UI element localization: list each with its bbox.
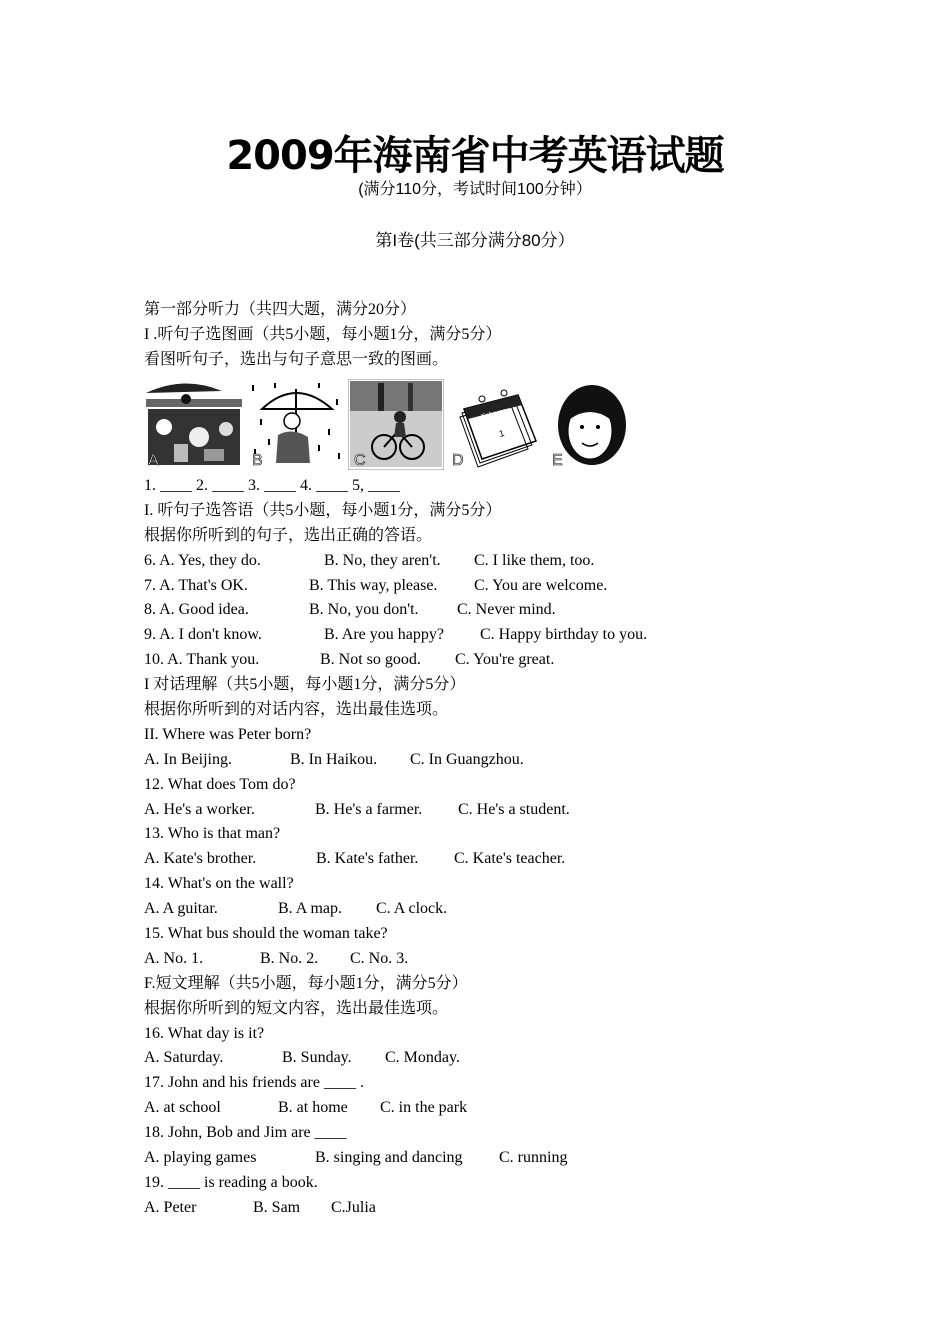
option-c: C. Kate's teacher. <box>454 850 566 868</box>
option-c: C. Monday. <box>385 1049 460 1067</box>
question-19: 19. ____ is reading a book. <box>144 1173 318 1191</box>
options-18 <box>144 1146 844 1171</box>
option-a: A. at school <box>144 1099 221 1117</box>
picture-d <box>448 379 544 470</box>
picture-label-e: E <box>552 452 563 469</box>
options-15 <box>144 947 844 972</box>
part-heading: 第一部分听力（共四大题，满分20分） <box>144 301 417 318</box>
option-b: B. He's a farmer. <box>315 800 423 818</box>
section-instruction: 看图听句子，选出与句子意思一致的图画。 <box>144 350 449 368</box>
options-12 <box>144 798 844 823</box>
section4-instruction: 根据你所听到的短文内容，选出最佳选项。 <box>144 999 449 1017</box>
option-c: C. I like them, too. <box>474 551 595 569</box>
option-b: B. A map. <box>278 900 343 918</box>
question-18: 18. John, Bob and Jim are ____ <box>144 1124 347 1142</box>
option-a: A. Kate's brother. <box>144 850 257 868</box>
option-c: C. Never mind. <box>457 601 556 619</box>
option-a: A. In Beijing. <box>144 750 232 768</box>
question-17: 17. John and his friends are ____ . <box>144 1074 364 1092</box>
option-a: 6. A. Yes, they do. <box>144 551 261 569</box>
picture-label-c: C <box>354 452 366 469</box>
calendar-month: February <box>480 406 510 421</box>
volume-heading: 第I卷(共三部分满分80分） <box>375 231 575 250</box>
question-10 <box>144 648 844 673</box>
question-14: 14. What's on the wall? <box>144 875 294 893</box>
picture-label-d: D <box>452 452 464 469</box>
option-c: C. A clock. <box>376 900 448 918</box>
option-c: C. running <box>499 1149 568 1167</box>
question-7 <box>144 574 844 599</box>
option-b: B. No, you don't. <box>309 601 419 619</box>
section3-heading: I 对话理解（共5小题，每小题1分，满分5分） <box>144 676 466 694</box>
picture-e <box>548 379 632 470</box>
option-c: C. Happy birthday to you. <box>480 626 648 644</box>
intro-block <box>144 298 844 373</box>
option-a: A. Peter <box>144 1198 197 1216</box>
questions-block <box>144 474 844 1221</box>
question-12: 12. What does Tom do? <box>144 775 296 793</box>
picture-strip <box>144 379 632 470</box>
option-a: A. No. 1. <box>144 949 204 967</box>
picture-b <box>248 379 344 470</box>
question-16: 16. What day is it? <box>144 1024 265 1042</box>
options-16 <box>144 1046 844 1071</box>
option-b: B. Sunday. <box>282 1049 352 1067</box>
option-c: C. You're great. <box>455 651 555 669</box>
option-c: C. In Guangzhou. <box>410 750 524 768</box>
option-a: A. playing games <box>144 1149 257 1167</box>
option-c: C. in the park <box>380 1099 468 1117</box>
options-14 <box>144 897 844 922</box>
options-19 <box>144 1196 844 1221</box>
option-a: 10. A. Thank you. <box>144 651 260 669</box>
picture-label-a: A <box>148 452 159 469</box>
option-a: A. A guitar. <box>144 900 218 918</box>
option-a: 8. A. Good idea. <box>144 601 249 619</box>
option-b: B. singing and dancing <box>315 1149 463 1167</box>
question-6 <box>144 549 844 574</box>
option-b: B. Sam <box>253 1198 301 1216</box>
option-b: B. Kate's father. <box>316 850 419 868</box>
option-b: B. at home <box>278 1099 348 1117</box>
question-11: II. Where was Peter born? <box>144 725 312 743</box>
question-8 <box>144 598 844 623</box>
option-b: B. Not so good. <box>320 651 421 669</box>
options-13 <box>144 847 844 872</box>
option-c: C. You are welcome. <box>474 576 608 594</box>
option-a: A. Saturday. <box>144 1049 224 1067</box>
section2-heading: I. 听句子选答语（共5小题，每小题1分，满分5分） <box>144 501 502 519</box>
picture-c <box>348 379 444 470</box>
option-b: B. Are you happy? <box>324 626 444 644</box>
question-15: 15. What bus should the woman take? <box>144 925 388 943</box>
option-b: B. This way, please. <box>309 576 438 594</box>
section2-instruction: 根据你所听到的句子，选出正确的答语。 <box>144 526 433 544</box>
option-c: C.Julia <box>331 1198 376 1216</box>
exam-subtitle: (满分110分，考试时间100分钟） <box>358 181 592 198</box>
section-heading: I .听句子选图画（共5小题，每小题1分，满分5分） <box>144 325 502 343</box>
option-c: C. No. 3. <box>350 949 409 967</box>
option-a: A. He's a worker. <box>144 800 255 818</box>
question-9 <box>144 623 844 648</box>
answer-blanks: 1. ____ 2. ____ 3. ____ 4. ____ 5, ____ <box>144 477 400 494</box>
option-c: C. He's a student. <box>458 800 570 818</box>
section3-instruction: 根据你所听到的对话内容，选出最佳选项。 <box>144 701 449 719</box>
exam-title: 2009年海南省中考英语试题 <box>226 133 724 179</box>
option-a: 9. A. I don't know. <box>144 626 262 644</box>
picture-label-b: B <box>252 452 263 469</box>
picture-a <box>144 379 244 470</box>
option-b: B. In Haikou. <box>290 750 378 768</box>
options-17 <box>144 1096 844 1121</box>
calendar-day: 1 <box>497 427 506 439</box>
option-b: B. No, they aren't. <box>324 551 441 569</box>
section4-heading: F.短文理解（共5小题，每小题1分，满分5分） <box>144 974 468 992</box>
options-11 <box>144 748 844 773</box>
question-13: 13. Who is that man? <box>144 825 281 843</box>
option-a: 7. A. That's OK. <box>144 576 248 594</box>
option-b: B. No. 2. <box>260 949 319 967</box>
